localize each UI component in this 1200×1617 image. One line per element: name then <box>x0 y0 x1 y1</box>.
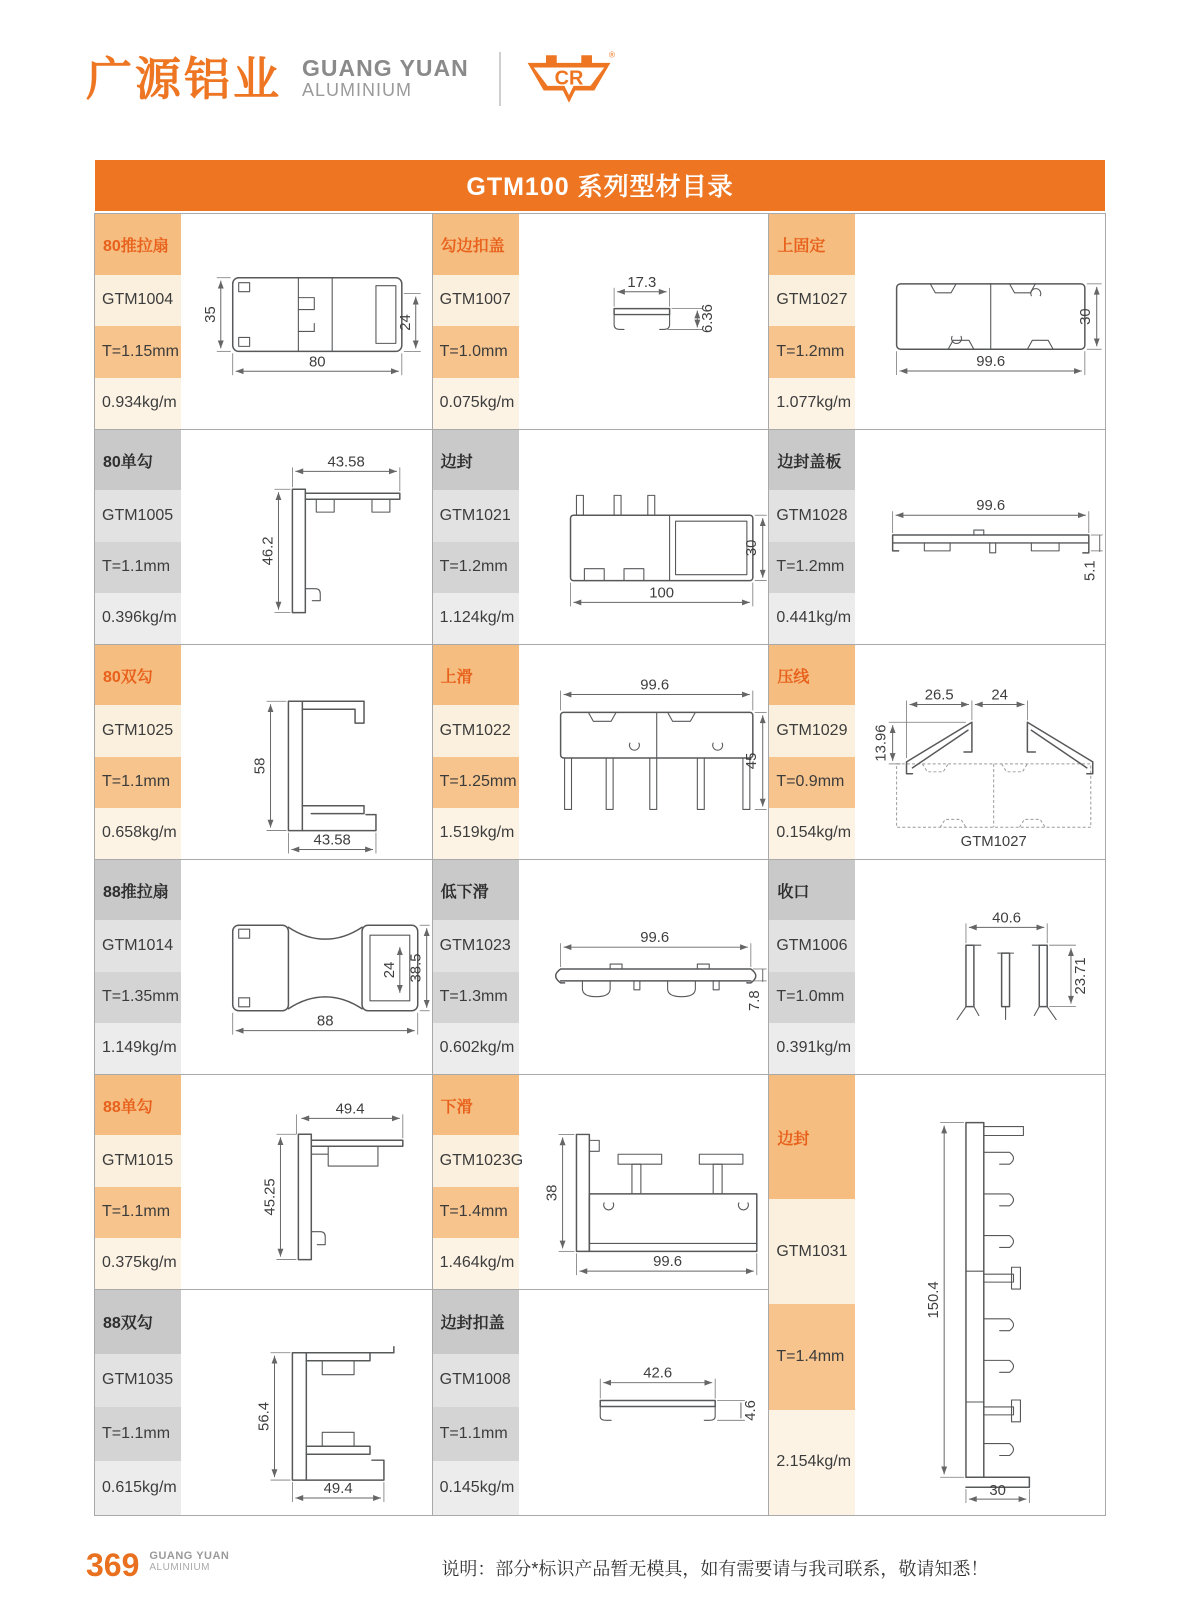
dim-label: 100 <box>648 585 674 602</box>
profile-shape <box>614 309 669 330</box>
profile-drawing <box>181 430 432 644</box>
label-strip <box>769 214 855 429</box>
profile-shape <box>576 1134 756 1251</box>
label-strip <box>95 645 181 859</box>
profile-name: 勾边扣盖 <box>433 214 519 275</box>
dim-label: 56.4 <box>255 1401 273 1431</box>
dimensions <box>560 930 766 1011</box>
thickness-label: T=0.9mm <box>769 757 855 808</box>
weight-label: 0.615kg/m <box>95 1461 181 1515</box>
label-strip <box>433 1290 519 1515</box>
profile-name: 压线 <box>769 645 855 705</box>
profile-drawing <box>181 860 432 1074</box>
gtm1028-drawing <box>855 430 1105 644</box>
dim-label: 38 <box>544 1184 561 1202</box>
profile-drawing <box>855 860 1105 1074</box>
dim-label: 30 <box>1078 308 1095 325</box>
dim-label: 46.2 <box>259 536 277 566</box>
dim-label: 42.6 <box>642 1365 672 1382</box>
thickness-label: T=1.1mm <box>95 1187 181 1238</box>
profile-name: 上滑 <box>433 645 519 705</box>
gtm1023-drawing <box>519 860 769 1074</box>
model-number: GTM1022 <box>433 705 519 756</box>
profile-drawing <box>855 1075 1105 1515</box>
profile-name: 80双勾 <box>95 645 181 705</box>
profile-shape <box>570 495 752 580</box>
dim-label: 49.4 <box>323 1480 353 1498</box>
header-divider <box>499 52 501 106</box>
gtm1035-drawing <box>181 1290 432 1515</box>
profile-drawing <box>181 1075 432 1289</box>
weight-label: 1.124kg/m <box>433 593 519 644</box>
thickness-label: T=1.3mm <box>433 972 519 1023</box>
profile-drawing <box>519 645 769 859</box>
dim-label: 17.3 <box>627 274 656 291</box>
label-strip <box>95 430 181 644</box>
dimensions <box>966 910 1089 1006</box>
footer-note: 说明：部分*标识产品暂无模具，如有需要请与我司联系，敬请知悉！ <box>441 1559 989 1579</box>
brand-english-block <box>302 56 469 102</box>
model-number: GTM1027 <box>769 275 855 326</box>
dim-label: 49.4 <box>335 1100 365 1118</box>
dim-label: 45 <box>743 752 760 770</box>
dim-label: 45.25 <box>261 1178 279 1216</box>
footer-brand-block <box>149 1550 229 1573</box>
cell-gtm1031 <box>768 1074 1105 1515</box>
cell-gtm1006 <box>768 859 1105 1074</box>
cell-gtm1029 <box>768 644 1105 859</box>
profile-shape <box>966 1123 1029 1488</box>
weight-label: 0.934kg/m <box>95 378 181 429</box>
cell-gtm1025 <box>95 644 432 859</box>
cell-gtm1023g <box>432 1074 769 1289</box>
dim-label: 6.36 <box>699 304 716 333</box>
gtm1021-drawing <box>519 430 769 644</box>
thickness-label: T=1.0mm <box>433 326 519 377</box>
dim-label: 26.5 <box>925 687 954 704</box>
gtm1004-drawing <box>181 214 432 429</box>
cell-gtm1008 <box>432 1289 769 1515</box>
model-number: GTM1021 <box>433 490 519 541</box>
label-strip <box>433 860 519 1074</box>
cr-logo-icon <box>523 49 615 109</box>
profile-shape <box>560 712 752 809</box>
gtm1008-drawing <box>519 1290 769 1515</box>
thickness-label: T=1.2mm <box>433 542 519 593</box>
profile-name: 边封扣盖 <box>433 1290 519 1354</box>
cell-gtm1023 <box>432 859 769 1074</box>
cell-gtm1035 <box>95 1289 432 1515</box>
profile-name: 边封 <box>433 430 519 490</box>
dim-label: 58 <box>251 757 269 775</box>
label-strip <box>433 1075 524 1289</box>
dim-label: 5.1 <box>1083 560 1100 582</box>
dim-label: 80 <box>308 353 326 371</box>
profile-name: 边封 <box>769 1075 855 1199</box>
model-number: GTM1023G <box>433 1135 519 1186</box>
dimensions <box>202 278 421 375</box>
label-strip <box>769 1075 855 1515</box>
gtm1027-drawing <box>855 214 1105 429</box>
dim-label: 99.6 <box>639 677 669 694</box>
cell-gtm1005 <box>95 429 432 644</box>
model-number: GTM1008 <box>433 1354 519 1408</box>
registered-mark: ® <box>608 49 615 60</box>
label-strip <box>95 214 181 429</box>
brand-subtitle: ALUMINIUM <box>302 80 413 101</box>
profile-drawing <box>519 860 769 1074</box>
gtm1015-drawing <box>181 1075 432 1289</box>
weight-label: 2.154kg/m <box>769 1410 855 1515</box>
dim-label: 30 <box>989 1483 1007 1500</box>
profile-shape <box>288 701 376 830</box>
dim-label: 24 <box>380 961 398 979</box>
dim-label: 13.96 <box>874 724 891 762</box>
cell-gtm1028 <box>768 429 1105 644</box>
weight-label: 0.145kg/m <box>433 1461 519 1515</box>
dim-label: 35 <box>201 306 219 323</box>
thickness-label: T=1.1mm <box>95 757 181 808</box>
footer-brand-subtitle: ALUMINIUM <box>149 1562 211 1573</box>
weight-label: 1.464kg/m <box>433 1238 519 1289</box>
profile-shape <box>957 945 1056 1019</box>
profile-name: 收口 <box>769 860 855 920</box>
cr-logo-letters: CR <box>554 67 584 90</box>
dim-label: 7.8 <box>746 990 763 1012</box>
gtm1005-drawing <box>181 430 432 644</box>
dimensions <box>570 515 766 606</box>
reference-model-label: GTM1027 <box>960 834 1028 851</box>
gtm1031-drawing <box>855 1075 1105 1515</box>
dim-label: 30 <box>743 539 760 557</box>
label-strip <box>95 1290 181 1515</box>
gtm1014-drawing <box>181 860 432 1074</box>
dim-label: 4.6 <box>742 1400 759 1421</box>
profile-name: 80单勾 <box>95 430 181 490</box>
gtm1022-drawing <box>519 645 769 859</box>
brand-english: GUANG YUAN <box>302 55 469 82</box>
profile-name: 80推拉扇 <box>95 214 181 275</box>
model-number: GTM1006 <box>769 920 855 971</box>
weight-label: 1.519kg/m <box>433 808 519 859</box>
dimensions <box>614 275 716 333</box>
profile-shape <box>292 489 399 612</box>
profile-drawing <box>855 645 1105 859</box>
weight-label: 0.602kg/m <box>433 1023 519 1074</box>
dimensions <box>600 1366 759 1421</box>
dimensions <box>927 1123 1030 1503</box>
weight-label: 0.441kg/m <box>769 593 855 644</box>
profile-drawing <box>519 214 769 429</box>
dim-label: 99.6 <box>652 1254 682 1271</box>
profile-name: 上固定 <box>769 214 855 275</box>
weight-label: 0.154kg/m <box>769 808 855 859</box>
dim-label: 150.4 <box>926 1281 943 1319</box>
footer-brand-english: GUANG YUAN <box>149 1550 230 1562</box>
dim-label: 43.58 <box>313 831 351 849</box>
dimensions <box>893 498 1103 581</box>
gtm1006-drawing <box>855 860 1105 1074</box>
profile-shape <box>292 1347 393 1480</box>
profile-drawing <box>181 645 432 859</box>
thickness-label: T=1.15mm <box>95 326 181 377</box>
dim-label: 24 <box>396 314 414 331</box>
dim-label: 23.71 <box>1073 957 1090 995</box>
catalog-table <box>94 213 1106 1516</box>
profile-drawing <box>855 430 1105 644</box>
dimensions <box>261 1100 402 1259</box>
thickness-label: T=1.4mm <box>769 1304 855 1409</box>
profile-name: 88推拉扇 <box>95 860 181 920</box>
page-header <box>0 0 1200 114</box>
model-number: GTM1007 <box>433 275 519 326</box>
dimensions <box>560 678 766 810</box>
dim-label: 24 <box>991 687 1009 704</box>
cell-gtm1027 <box>768 214 1105 429</box>
profile-drawing <box>181 214 432 429</box>
thickness-label: T=1.4mm <box>433 1187 519 1238</box>
thickness-label: T=1.1mm <box>95 542 181 593</box>
model-number: GTM1029 <box>769 705 855 756</box>
model-number: GTM1031 <box>769 1199 855 1304</box>
model-number: GTM1025 <box>95 705 181 756</box>
profile-shape <box>893 530 1089 553</box>
thickness-label: T=1.0mm <box>769 972 855 1023</box>
label-strip <box>769 860 855 1074</box>
model-number: GTM1004 <box>95 275 181 326</box>
dim-label: 38.5 <box>407 953 425 983</box>
reference-profile-dashed <box>897 764 1091 827</box>
weight-label: 1.077kg/m <box>769 378 855 429</box>
profile-shape <box>555 964 755 997</box>
thickness-label: T=1.2mm <box>769 326 855 377</box>
dim-label: 88 <box>316 1012 334 1030</box>
dim-label: 40.6 <box>992 910 1022 927</box>
dim-label: 99.6 <box>639 930 669 947</box>
cell-gtm1014 <box>95 859 432 1074</box>
weight-label: 0.658kg/m <box>95 808 181 859</box>
profile-shape <box>600 1401 715 1421</box>
weight-label: 0.375kg/m <box>95 1238 181 1289</box>
profile-shape <box>233 278 402 352</box>
cell-gtm1021 <box>432 429 769 644</box>
profile-drawing <box>519 430 769 644</box>
label-strip <box>433 214 519 429</box>
label-strip <box>433 645 519 859</box>
thickness-label: T=1.1mm <box>95 1407 181 1461</box>
page-number: 369 <box>86 1547 140 1583</box>
label-strip <box>433 430 519 644</box>
gtm1029-drawing <box>855 645 1105 859</box>
dim-label: 99.6 <box>976 498 1006 515</box>
catalog-title: GTM100 系列型材目录 <box>95 160 1105 211</box>
thickness-label: T=1.1mm <box>433 1407 519 1461</box>
profile-name: 88双勾 <box>95 1290 181 1354</box>
thickness-label: T=1.25mm <box>433 757 519 808</box>
weight-label: 0.396kg/m <box>95 593 181 644</box>
dim-label: 99.6 <box>976 354 1006 371</box>
label-strip <box>769 645 855 859</box>
label-strip <box>95 860 181 1074</box>
profile-drawing <box>855 214 1105 429</box>
model-number: GTM1023 <box>433 920 519 971</box>
profile-name: 下滑 <box>433 1075 519 1135</box>
weight-label: 1.149kg/m <box>95 1023 181 1074</box>
model-number: GTM1005 <box>95 490 181 541</box>
label-strip <box>769 430 855 644</box>
profile-drawing <box>519 1290 769 1515</box>
profile-name: 边封盖板 <box>769 430 855 490</box>
label-strip <box>95 1075 181 1289</box>
cell-gtm1015 <box>95 1074 432 1289</box>
profile-name: 88单勾 <box>95 1075 181 1135</box>
thickness-label: T=1.35mm <box>95 972 181 1023</box>
model-number: GTM1014 <box>95 920 181 971</box>
gtm1025-drawing <box>181 645 432 859</box>
profile-drawing <box>519 1075 769 1289</box>
page-footer <box>86 1547 1200 1583</box>
cell-gtm1007 <box>432 214 769 429</box>
thickness-label: T=1.2mm <box>769 542 855 593</box>
cell-gtm1022 <box>432 644 769 859</box>
dim-label: 43.58 <box>327 453 365 471</box>
dimensions <box>260 453 400 612</box>
cell-gtm1004 <box>95 214 432 429</box>
dimensions <box>233 925 430 1034</box>
model-number: GTM1028 <box>769 490 855 541</box>
profile-name: 低下滑 <box>433 860 519 920</box>
profile-shape <box>897 284 1085 349</box>
weight-label: 0.075kg/m <box>433 378 519 429</box>
profile-drawing <box>181 1290 432 1515</box>
model-number: GTM1015 <box>95 1135 181 1186</box>
gtm1007-drawing <box>519 214 769 429</box>
profile-shape <box>298 1134 402 1259</box>
profile-shape <box>907 722 1093 774</box>
weight-label: 0.391kg/m <box>769 1023 855 1074</box>
model-number: GTM1035 <box>95 1354 181 1408</box>
dimensions <box>897 284 1102 375</box>
brand-chinese: 广源铝业 <box>86 53 282 105</box>
gtm1023g-drawing <box>519 1075 769 1289</box>
